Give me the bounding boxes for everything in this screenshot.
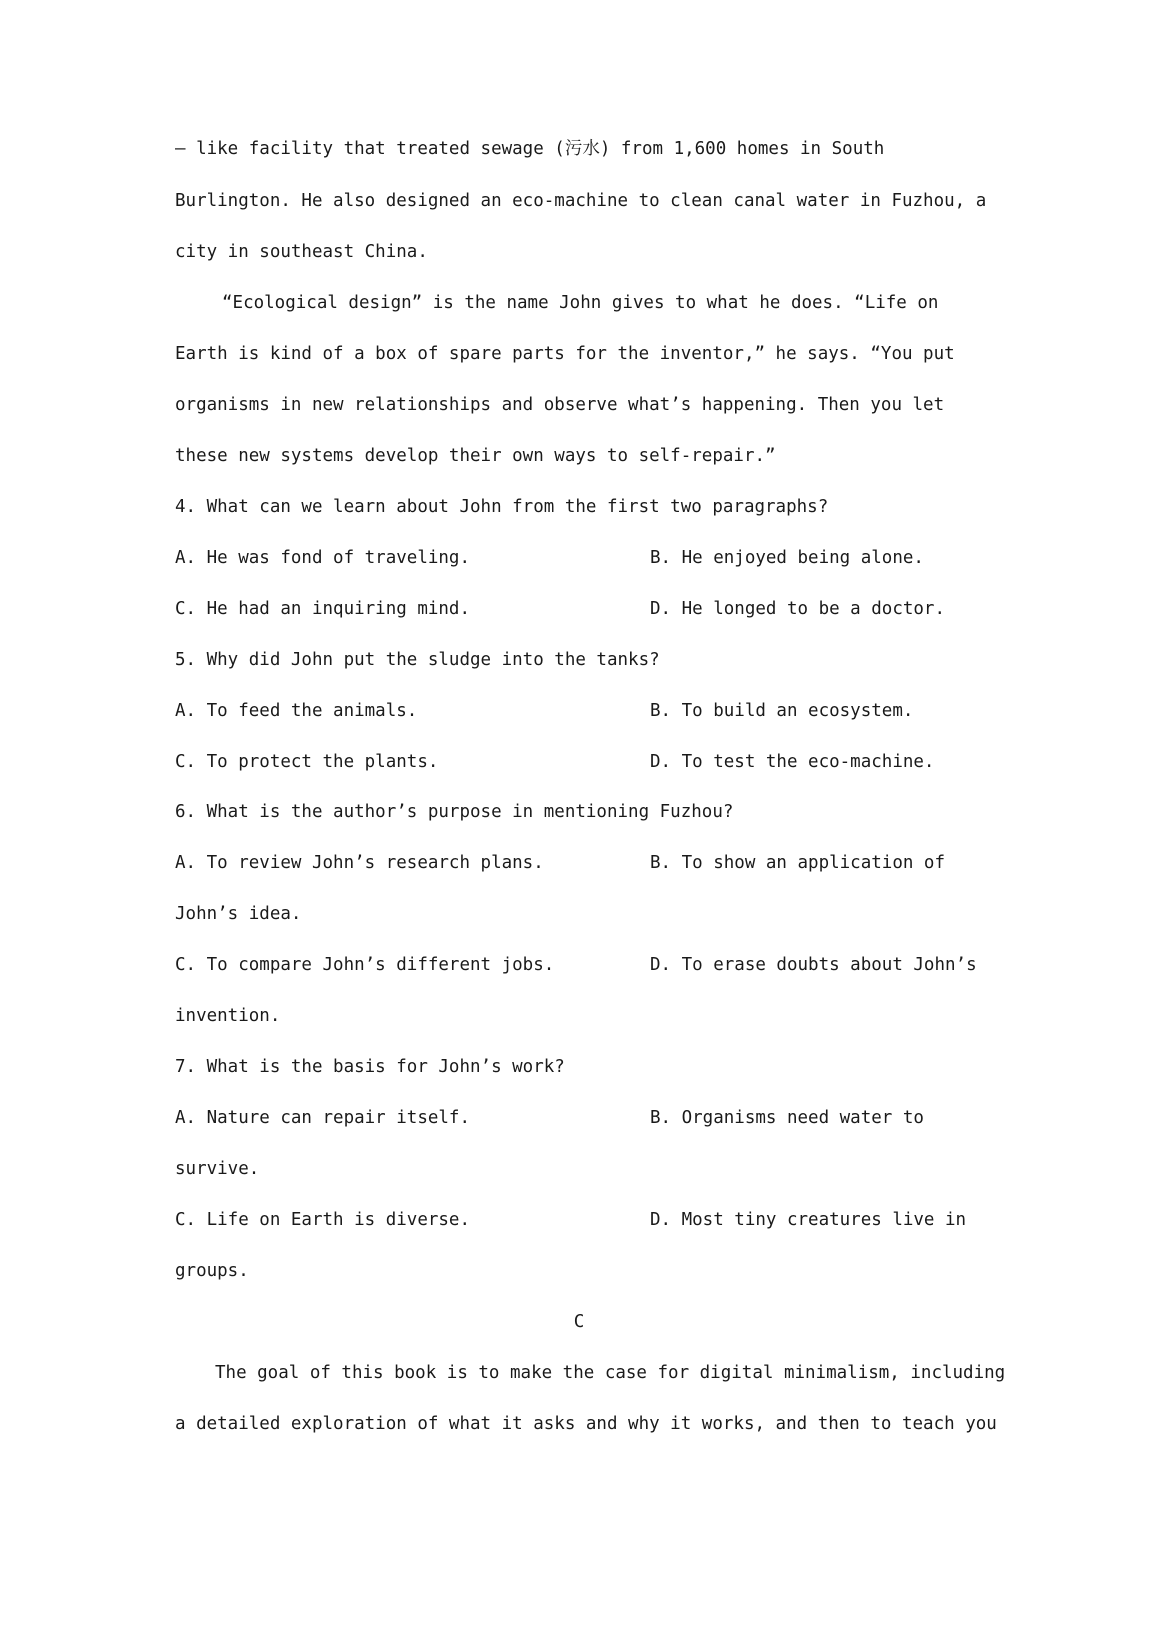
option-b: B. Organisms need water to [650, 1108, 924, 1128]
option-b: B. To show an application of [650, 853, 946, 873]
option-d-continued: invention. [175, 1006, 281, 1026]
option-c: C. To compare John’s different jobs. [175, 955, 555, 975]
option-a: A. He was fond of traveling. [175, 548, 471, 568]
option-d: D. He longed to be a doctor. [650, 599, 946, 619]
section-heading: C [573, 1312, 585, 1332]
question-stem: 7. What is the basis for John’s work? [175, 1057, 565, 1077]
passage-line: — like facility that treated sewage (污水) from 1,600 homes in South [175, 139, 885, 159]
question-stem: 4. What can we learn about John from the first two paragraphs? [175, 497, 829, 517]
option-b: B. To build an ecosystem. [650, 701, 914, 721]
passage-line: The goal of this book is to make the case for digital minimalism, including [215, 1363, 1006, 1383]
passage-line: Earth is kind of a box of spare parts for the inventor,” he says. “You put [175, 344, 955, 364]
option-c: C. He had an inquiring mind. [175, 599, 471, 619]
option-d: D. To erase doubts about John’s [650, 955, 977, 975]
passage-line: Burlington. He also designed an eco-machine to clean canal water in Fuzhou, a [175, 191, 987, 211]
question-stem: 6. What is the author’s purpose in mentioning Fuzhou? [175, 802, 734, 822]
option-d-continued: groups. [175, 1261, 249, 1281]
passage-line: these new systems develop their own ways to self-repair.” [175, 446, 776, 466]
option-b: B. He enjoyed being alone. [650, 548, 924, 568]
option-b-continued: survive. [175, 1159, 260, 1179]
passage-line: city in southeast China. [175, 242, 428, 262]
option-a: A. To review John’s research plans. [175, 853, 544, 873]
passage-line: “Ecological design” is the name John gives to what he does. “Life on [222, 293, 939, 313]
passage-line: organisms in new relationships and observe what’s happening. Then you let [175, 395, 945, 415]
passage-line: a detailed exploration of what it asks and why it works, and then to teach you [175, 1414, 997, 1434]
question-stem: 5. Why did John put the sludge into the tanks? [175, 650, 660, 670]
option-c: C. To protect the plants. [175, 752, 439, 772]
option-c: C. Life on Earth is diverse. [175, 1210, 471, 1230]
option-a: A. To feed the animals. [175, 701, 418, 721]
option-d: D. To test the eco-machine. [650, 752, 935, 772]
option-b-continued: John’s idea. [175, 904, 302, 924]
option-a: A. Nature can repair itself. [175, 1108, 471, 1128]
option-d: D. Most tiny creatures live in [650, 1210, 967, 1230]
